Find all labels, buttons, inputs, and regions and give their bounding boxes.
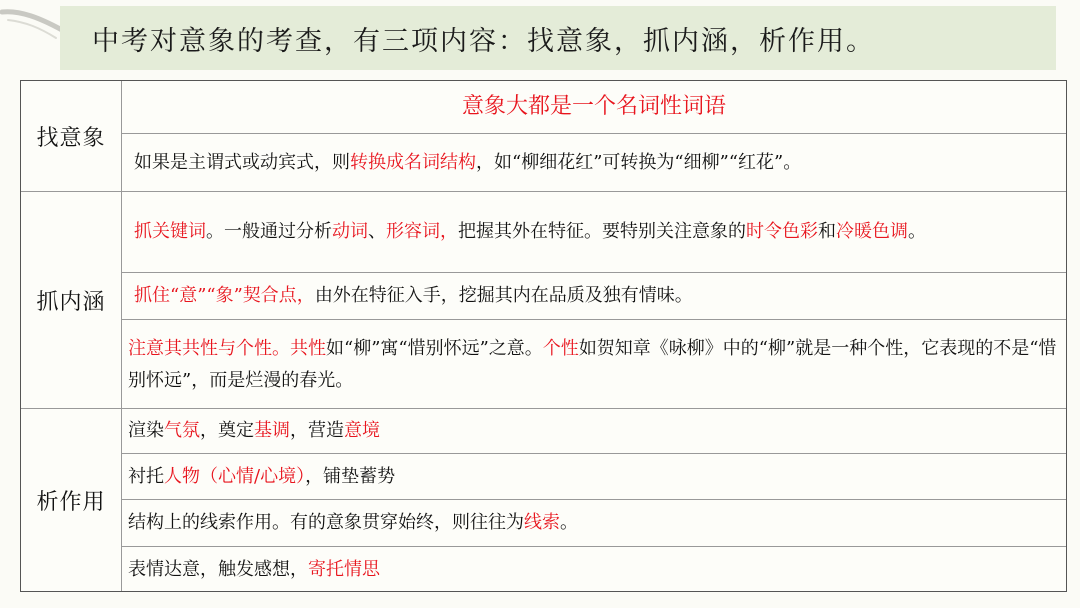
highlight-text: 共性 bbox=[290, 337, 326, 359]
body-text: 和 bbox=[818, 221, 836, 242]
row-cell bbox=[122, 81, 1066, 133]
highlight-text: 形容词， bbox=[386, 221, 458, 242]
row-text bbox=[128, 281, 1060, 311]
body-text: ，如“柳细花红”可转换为“细柳”“红花”。 bbox=[476, 151, 802, 173]
row-cell bbox=[122, 409, 1066, 453]
body-text: 结构上的线索作用。有的意象贯穿始终，则往往为 bbox=[128, 512, 524, 533]
page-title: 中考对意象的考查，有三项内容：找意象，抓内涵，析作用。 bbox=[92, 25, 875, 57]
body-text: ，营造 bbox=[290, 420, 344, 441]
body-text: 把握其外在特征。要特别关注意象的 bbox=[458, 221, 746, 242]
row-text bbox=[128, 555, 1060, 585]
title-banner bbox=[60, 6, 1056, 70]
row-cell bbox=[122, 272, 1066, 319]
body-text: 由外在特征入手，挖掘其内在品质及独有情味。 bbox=[314, 285, 693, 306]
highlight-text: 动词 bbox=[332, 221, 368, 242]
highlight-text: 意象大都是一个名词性词语 bbox=[461, 94, 726, 119]
highlight-text: 注意其共性与个性。 bbox=[128, 337, 290, 359]
row-text bbox=[128, 462, 1060, 492]
highlight-text: 冷暖色调 bbox=[836, 221, 908, 242]
row-cell bbox=[122, 133, 1066, 191]
section-label-analyze: 析作用 bbox=[21, 409, 122, 591]
row-text bbox=[128, 333, 1060, 397]
row-text bbox=[128, 508, 1060, 538]
highlight-text: 转换成名词结构 bbox=[350, 151, 476, 173]
body-text: 衬托 bbox=[128, 465, 164, 487]
content-table bbox=[20, 80, 1067, 592]
section-find-image bbox=[21, 81, 1066, 191]
highlight-text: 气氛 bbox=[164, 420, 200, 441]
highlight-text: 抓住“意”“象”契合点， bbox=[134, 285, 315, 306]
highlight-text: 人物（心情/心境） bbox=[164, 465, 306, 487]
section-analyze-function bbox=[21, 408, 1066, 591]
highlight-text: 时令色彩 bbox=[746, 221, 818, 242]
body-text: 如果是主谓式或动宾式，则 bbox=[134, 151, 350, 173]
row-cell bbox=[122, 192, 1066, 272]
body-text: 。 bbox=[908, 221, 926, 242]
body-text: 。 bbox=[560, 512, 578, 533]
row-cell bbox=[122, 319, 1066, 409]
highlight-text: 意境 bbox=[344, 420, 380, 441]
row-cell bbox=[122, 546, 1066, 592]
body-text: 如“柳”寓“惜别怀远”之意。 bbox=[326, 337, 543, 359]
row-cell bbox=[122, 499, 1066, 546]
body-text: ，铺垫蓄势 bbox=[305, 465, 396, 487]
highlight-text: 个性 bbox=[542, 337, 579, 359]
section-label-find: 找意象 bbox=[21, 81, 122, 191]
highlight-text: 线索 bbox=[524, 512, 560, 533]
body-text: 如贺知章《咏柳》中的“柳”就是一种个性，它表现的不是“惜别怀远”，而是烂漫的春光。 bbox=[128, 337, 1057, 391]
row-cell bbox=[122, 453, 1066, 499]
highlight-text: 基调 bbox=[254, 420, 290, 441]
row-text bbox=[128, 148, 1060, 178]
row-text bbox=[128, 216, 1060, 248]
highlight-text: 寄托情思 bbox=[308, 558, 380, 580]
body-text: ，奠定 bbox=[200, 420, 254, 441]
highlight-text: 抓关键词 bbox=[134, 221, 206, 242]
row-text bbox=[128, 416, 1060, 446]
body-text: 渲染 bbox=[128, 420, 164, 441]
section-grasp-meaning bbox=[21, 191, 1066, 408]
body-text: 、 bbox=[368, 221, 386, 242]
body-text: 。一般通过分析 bbox=[206, 221, 332, 242]
section-label-grasp: 抓内涵 bbox=[21, 192, 122, 408]
body-text: 表情达意，触发感想， bbox=[128, 558, 308, 580]
row-text bbox=[128, 92, 1060, 122]
